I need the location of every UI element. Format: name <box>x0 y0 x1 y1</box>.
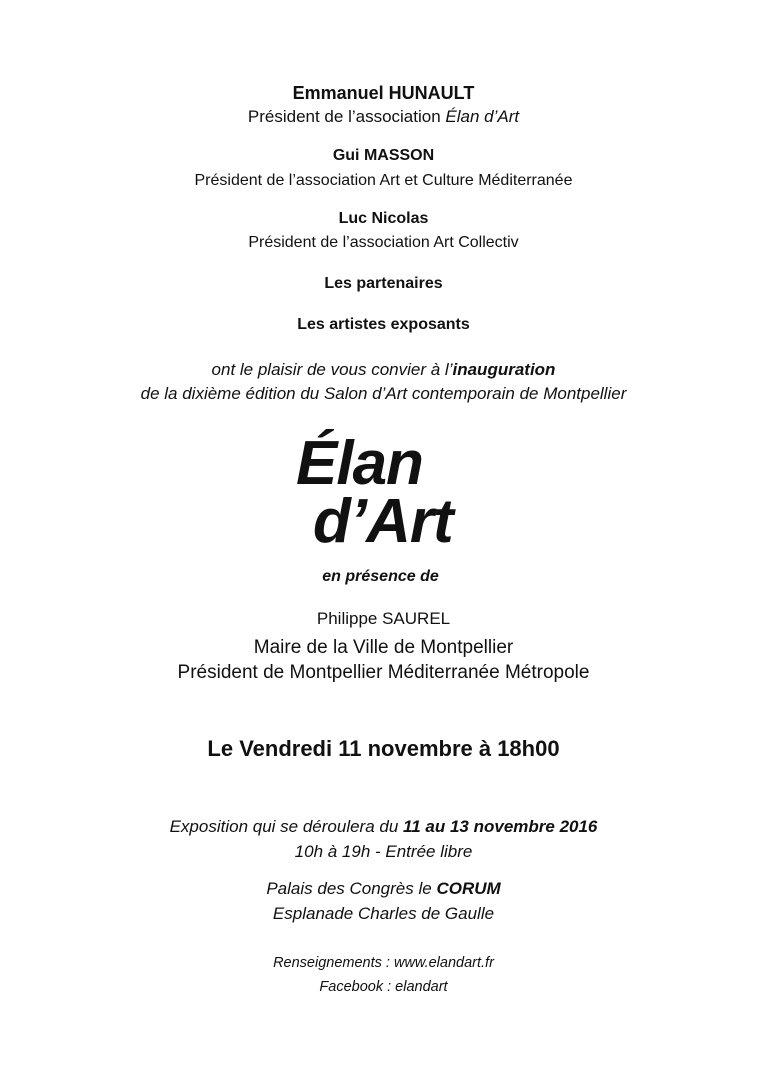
contact-facebook: Facebook : elandart <box>319 979 448 995</box>
logo-line-1: Élan <box>296 429 423 498</box>
organizer-1-association-name: Élan d’Art <box>445 107 520 126</box>
organizer-1-title-text: Président de l’association <box>247 107 446 126</box>
organizer-2-title: Président de l’association Art et Culture Méditerranée <box>194 172 573 189</box>
inauguration-word: inauguration <box>452 360 556 379</box>
exhibition-text: Exposition qui se déroulera du <box>169 817 404 836</box>
event-date: Le Vendredi 11 novembre à 18h00 <box>207 736 560 761</box>
organizer-3-name: Luc Nicolas <box>338 210 429 227</box>
exhibition-line <box>0 818 767 835</box>
exhibition-dates: 11 au 13 novembre 2016 <box>403 817 598 836</box>
guest-title-1: Maire de la Ville de Montpellier <box>253 637 514 658</box>
guest-title-2: Président de Montpellier Méditerranée Métropole <box>177 662 590 683</box>
organizer-3-title: Président de l’association Art Collectiv <box>248 234 519 251</box>
venue-line <box>0 880 767 897</box>
organizer-2-name: Gui MASSON <box>332 147 435 164</box>
artists-label: Les artistes exposants <box>297 316 470 333</box>
invitation-line-1 <box>0 361 767 378</box>
presence-label: en présence de <box>322 568 439 585</box>
venue-address: Esplanade Charles de Gaulle <box>272 904 495 923</box>
invitation-text: ont le plaisir de vous convier à l’ <box>211 360 453 379</box>
organizer-1-title <box>0 108 767 125</box>
venue-text: Palais des Congrès le <box>266 879 437 898</box>
exhibition-hours: 10h à 19h - Entrée libre <box>294 842 473 861</box>
contact-info: Renseignements : www.elandart.fr <box>273 955 494 971</box>
guest-name: Philippe SAUREL <box>316 609 451 628</box>
invitation-line-2: de la dixième édition du Salon d’Art contemporain de Montpellier <box>140 384 627 403</box>
logo-line-2: d’Art <box>313 487 453 556</box>
venue-name: CORUM <box>436 879 501 898</box>
organizer-1-name: Emmanuel HUNAULT <box>292 83 475 103</box>
partners-label: Les partenaires <box>324 275 443 292</box>
